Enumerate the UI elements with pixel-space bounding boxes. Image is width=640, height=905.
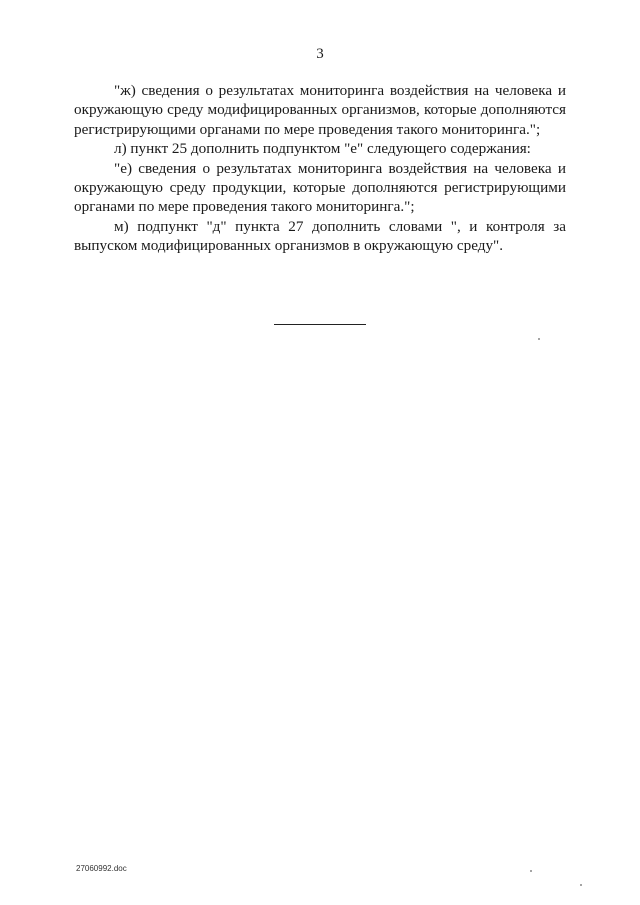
footer-file-name: 27060992.doc (76, 864, 127, 873)
paragraph-m: м) подпункт "д" пункта 27 дополнить словами ", и контроля за выпуском модифицированных организмов в окружающую среду". (74, 217, 566, 255)
end-separator-line (274, 324, 366, 325)
paragraph-l: л) пункт 25 дополнить подпунктом "е" следующего содержания: (114, 140, 531, 158)
paragraph-zh: "ж) сведения о результатах мониторинга воздействия на человека и окружающую среду модифицированных организмов, которые дополняются регистрирующими органами по мере проведения такого мониторинга."; (74, 82, 566, 138)
scan-speck (580, 884, 582, 886)
scan-speck (538, 338, 540, 340)
scan-speck (530, 870, 532, 872)
paragraph-e: "е) сведения о результатах мониторинга воздействия на человека и окружающую среду продукции, которые дополняются регистрирующими органами по мере проведения такого мониторинга."; (74, 159, 566, 216)
document-body (74, 81, 566, 256)
page-number: 3 (316, 46, 324, 62)
